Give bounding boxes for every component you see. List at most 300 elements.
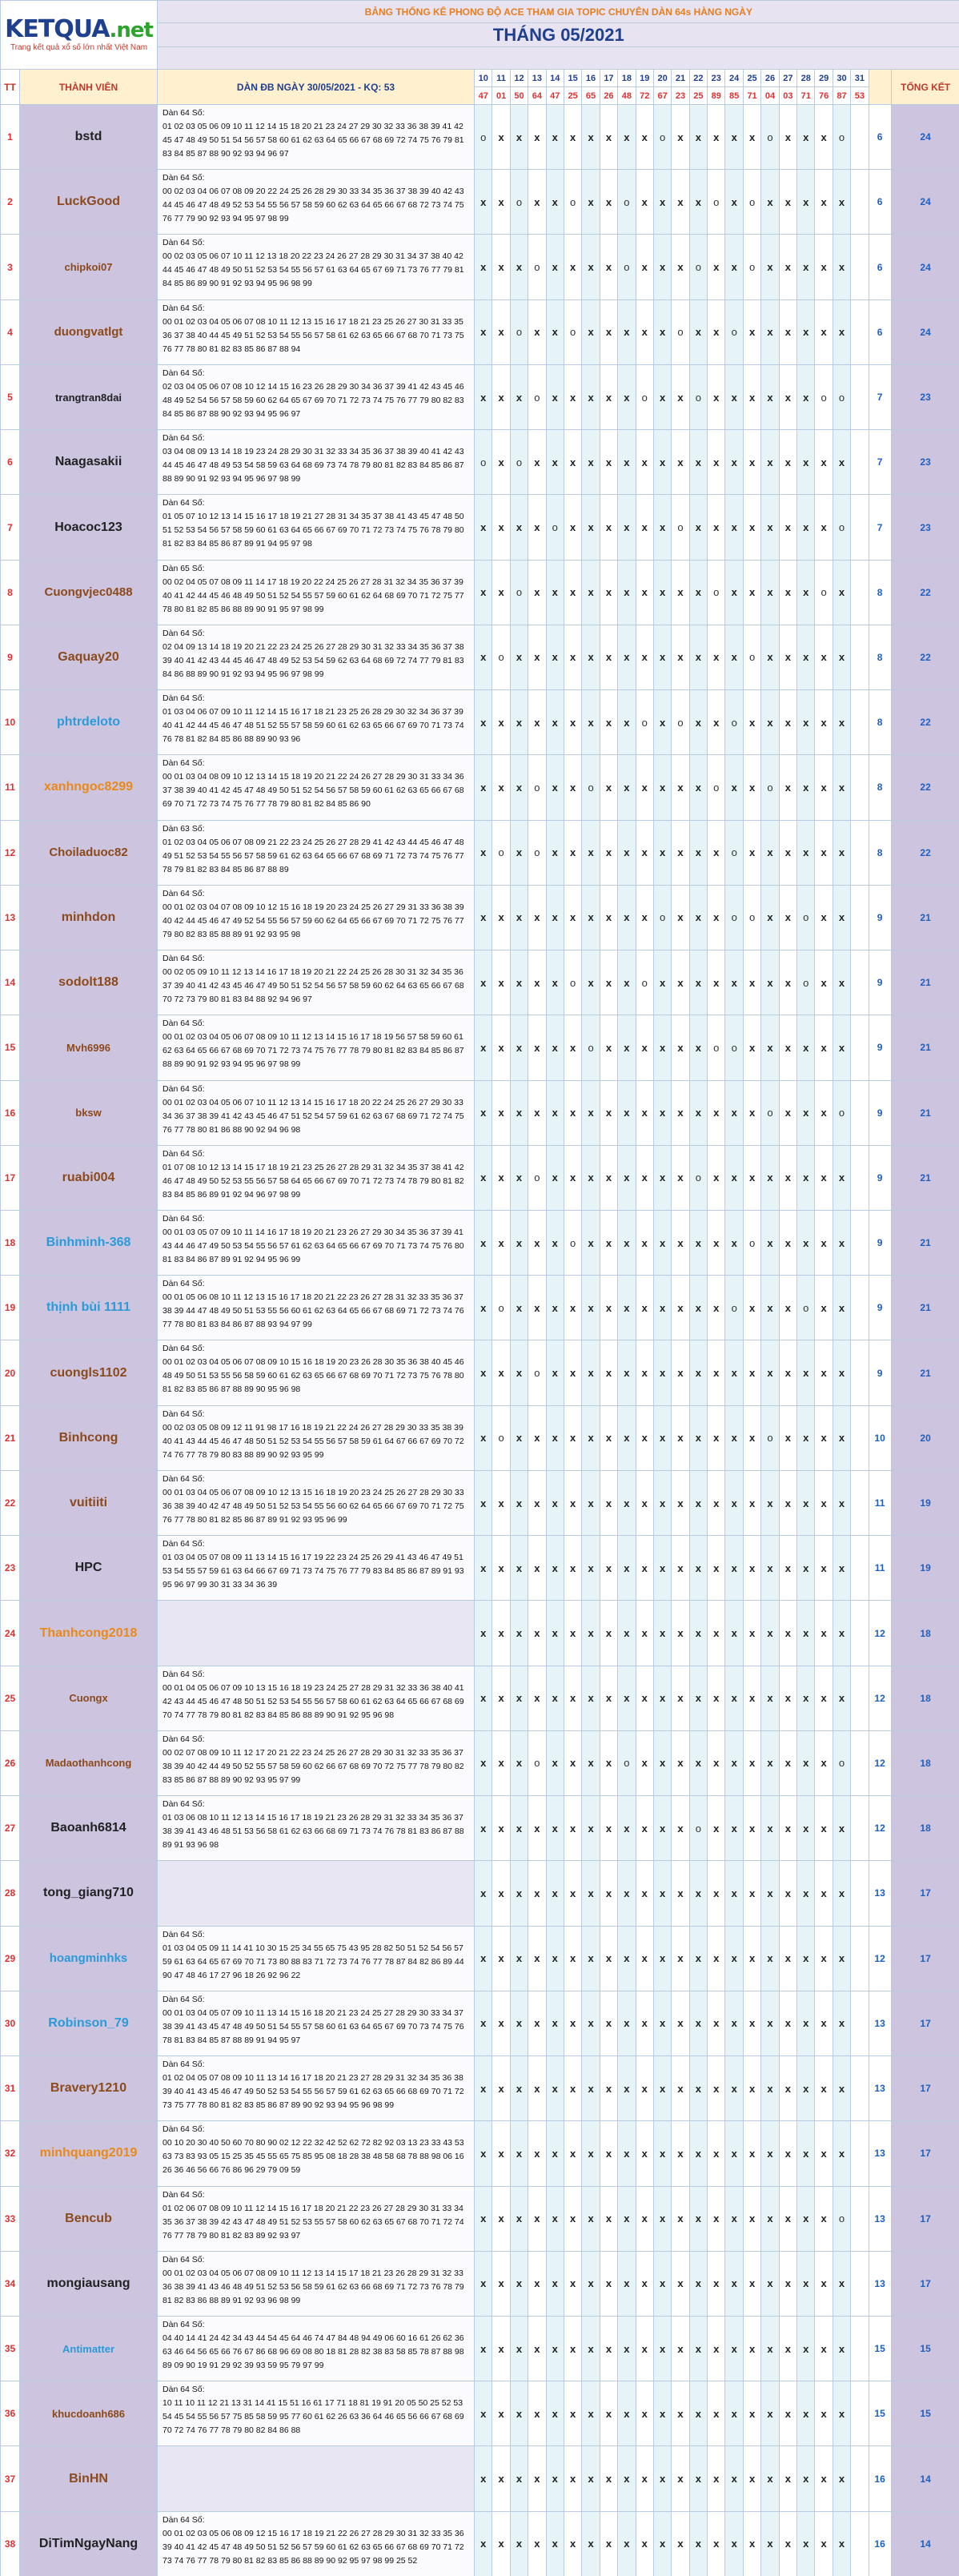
miss-mark: x [689, 299, 707, 364]
dan-cell [158, 1730, 475, 1795]
miss-mark: x [725, 1340, 743, 1405]
miss-mark: x [779, 430, 796, 495]
miss-mark: x [833, 299, 850, 364]
miss-mark: x [833, 1470, 850, 1535]
miss-mark: x [708, 1405, 725, 1470]
total-score: 18 [891, 1666, 959, 1730]
miss-mark: x [546, 1861, 564, 1926]
miss-mark: x [564, 1080, 581, 1145]
miss-mark: x [546, 1991, 564, 2056]
miss-mark: x [761, 1015, 779, 1080]
member-name[interactable]: tong_giang710 [20, 1861, 158, 1926]
hit-mark: o [528, 364, 546, 429]
member-name[interactable]: Thanhcong2018 [20, 1601, 158, 1666]
miss-mark: x [510, 1080, 528, 1145]
miss-mark: x [797, 495, 815, 560]
miss-mark: x [510, 1015, 528, 1080]
empty-mark [851, 1926, 869, 1991]
miss-mark: x [618, 885, 636, 950]
miss-mark: x [618, 1666, 636, 1730]
member-name[interactable]: Binhminh-368 [20, 1210, 158, 1275]
miss-mark: x [653, 1926, 671, 1991]
member-row [1, 105, 959, 170]
miss-mark: x [779, 1796, 796, 1861]
miss-mark: x [761, 2251, 779, 2316]
miss-mark: x [689, 820, 707, 885]
dan-cell [158, 2316, 475, 2381]
miss-mark: x [492, 235, 510, 299]
member-name[interactable]: Bencub [20, 2186, 158, 2251]
miss-mark: x [833, 2446, 850, 2511]
logo[interactable] [1, 1, 158, 70]
dan-cell [158, 1080, 475, 1145]
miss-mark: x [600, 690, 617, 755]
member-row [1, 170, 959, 235]
miss-mark: x [761, 495, 779, 560]
member-name[interactable]: cuongls1102 [20, 1340, 158, 1405]
miss-mark: x [833, 430, 850, 495]
member-name[interactable]: Naagasakii [20, 430, 158, 495]
row-index: 25 [1, 1666, 20, 1730]
miss-mark: x [708, 1210, 725, 1275]
miss-mark: x [600, 1730, 617, 1795]
member-row [1, 1405, 959, 1470]
miss-mark: x [475, 885, 492, 950]
dan-title: Dàn 65 Số: [163, 563, 205, 573]
result-header: 01 [492, 87, 510, 105]
miss-mark: x [492, 1666, 510, 1730]
miss-mark: x [797, 2316, 815, 2381]
result-header: 67 [653, 87, 671, 105]
miss-mark: x [653, 1666, 671, 1730]
miss-mark: x [689, 625, 707, 689]
miss-mark: x [833, 1666, 850, 1730]
miss-mark: x [636, 1861, 653, 1926]
miss-mark: x [761, 1861, 779, 1926]
miss-mark: x [475, 2251, 492, 2316]
miss-mark: x [636, 1991, 653, 2056]
miss-mark: x [689, 2511, 707, 2576]
dan-numbers: 01 07 08 10 12 13 14 15 17 18 19 21 23 25 26 27 28 29 31 32 34 35 37 38 41 42 46 47 48 49 50 52 53 55 56 57 58 64 65 66 67 69 70 71 72 73 74 78 79 80 81 82 83 84 85 86 89 91 92 94 96 97 98 99 [163, 1162, 464, 1200]
empty-mark [851, 1015, 869, 1080]
total-score: 24 [891, 105, 959, 170]
miss-mark: x [672, 820, 689, 885]
hit-mark: o [833, 1730, 850, 1795]
miss-mark: x [600, 1145, 617, 1210]
hit-mark: o [672, 299, 689, 364]
hit-mark: o [636, 364, 653, 429]
miss-mark: x [653, 560, 671, 625]
dan-numbers: 01 03 04 05 07 08 09 11 13 14 15 16 17 19 22 23 24 25 26 29 41 43 46 47 49 51 53 54 55 57 59 61 63 64 66 67 69 71 73 74 75 76 77 79 83 84 85 86 87 89 91 93 95 96 97 99 30 31 33 34 36 39 [163, 1553, 464, 1590]
miss-mark: x [761, 950, 779, 1015]
miss-mark: x [600, 235, 617, 299]
total-score: 21 [891, 1080, 959, 1145]
empty-mark [851, 2186, 869, 2251]
empty-mark [851, 1536, 869, 1601]
miss-mark: x [672, 2251, 689, 2316]
miss-mark: x [779, 1926, 796, 1991]
miss-mark: x [653, 1470, 671, 1535]
win-count: 13 [869, 2186, 891, 2251]
miss-mark: x [510, 1145, 528, 1210]
member-name[interactable]: Choiladuoc82 [20, 820, 158, 885]
dan-title: Dàn 64 Số: [163, 1669, 205, 1679]
dan-cell [158, 2381, 475, 2446]
total-score: 21 [891, 1276, 959, 1340]
dan-title: Dàn 64 Số: [163, 1083, 205, 1094]
miss-mark: x [582, 364, 600, 429]
total-score: 17 [891, 1861, 959, 1926]
miss-mark: x [475, 690, 492, 755]
dan-title: Dàn 64 Số: [163, 2060, 205, 2070]
member-name[interactable]: DiTimNgayNang [20, 2511, 158, 2576]
miss-mark: x [743, 1145, 760, 1210]
miss-mark: x [564, 820, 581, 885]
miss-mark: x [743, 690, 760, 755]
miss-mark: x [779, 1536, 796, 1601]
win-count: 16 [869, 2446, 891, 2511]
miss-mark: x [546, 1926, 564, 1991]
dan-numbers: 00 02 04 05 07 08 09 11 14 17 18 19 20 22 24 25 26 27 28 31 32 34 35 36 37 39 40 41 42 44 45 46 48 49 50 51 52 54 55 57 59 60 61 62 64 68 69 70 71 72 75 77 78 80 81 82 85 86 88 89 90 91 95 97 98 99 [163, 577, 464, 614]
win-count: 7 [869, 430, 891, 495]
miss-mark: x [528, 625, 546, 689]
miss-mark: x [636, 1276, 653, 1340]
miss-mark: x [582, 560, 600, 625]
member-name[interactable]: mongiausang [20, 2251, 158, 2316]
member-name[interactable]: xanhngoc8299 [20, 755, 158, 820]
miss-mark: x [582, 1861, 600, 1926]
miss-mark: x [779, 1861, 796, 1926]
miss-mark: x [815, 625, 833, 689]
miss-mark: x [779, 1470, 796, 1535]
member-row [1, 690, 959, 755]
member-name[interactable]: phtrdeloto [20, 690, 158, 755]
miss-mark: x [779, 105, 796, 170]
miss-mark: x [618, 2251, 636, 2316]
miss-mark: x [582, 2381, 600, 2446]
dan-title: Dàn 64 Số: [163, 173, 205, 183]
miss-mark: x [618, 495, 636, 560]
result-header: 26 [600, 87, 617, 105]
miss-mark: x [546, 1080, 564, 1145]
member-name[interactable]: minhquang2019 [20, 2121, 158, 2186]
member-name[interactable]: chipkoi07 [20, 235, 158, 299]
miss-mark: x [743, 1405, 760, 1470]
dan-title: Dàn 64 Số: [163, 693, 205, 704]
miss-mark: x [653, 2121, 671, 2186]
member-name[interactable]: vuitiiti [20, 1470, 158, 1535]
row-index: 5 [1, 364, 20, 429]
empty-mark [851, 2511, 869, 2576]
member-name[interactable]: HPC [20, 1536, 158, 1601]
miss-mark: x [528, 1210, 546, 1275]
member-row [1, 755, 959, 820]
win-count: 15 [869, 2316, 891, 2381]
miss-mark: x [564, 1926, 581, 1991]
member-name[interactable]: Hoacoc123 [20, 495, 158, 560]
miss-mark: x [492, 105, 510, 170]
miss-mark: x [475, 2186, 492, 2251]
member-name[interactable]: duongvatlgt [20, 299, 158, 364]
miss-mark: x [815, 2186, 833, 2251]
miss-mark: x [600, 2056, 617, 2121]
miss-mark: x [564, 755, 581, 820]
hit-mark: o [492, 820, 510, 885]
miss-mark: x [653, 170, 671, 235]
member-name[interactable]: hoangminhks [20, 1926, 158, 1991]
member-name[interactable]: trangtran8dai [20, 364, 158, 429]
day-header: 24 [725, 70, 743, 87]
miss-mark: x [653, 2511, 671, 2576]
total-score: 15 [891, 2316, 959, 2381]
win-count: 9 [869, 950, 891, 1015]
miss-mark: x [618, 1991, 636, 2056]
miss-mark: x [475, 235, 492, 299]
dan-title: Dàn 64 Số: [163, 1019, 205, 1029]
dan-title: Dàn 64 Số: [163, 303, 205, 313]
miss-mark: x [492, 2511, 510, 2576]
header-wins [869, 70, 891, 105]
member-name[interactable]: bstd [20, 105, 158, 170]
miss-mark: x [797, 690, 815, 755]
miss-mark: x [510, 1276, 528, 1340]
miss-mark: x [797, 2056, 815, 2121]
miss-mark: x [546, 364, 564, 429]
miss-mark: x [779, 1340, 796, 1405]
miss-mark: x [564, 1470, 581, 1535]
empty-mark [851, 1276, 869, 1340]
miss-mark: x [636, 105, 653, 170]
miss-mark: x [743, 495, 760, 560]
miss-mark: x [743, 2511, 760, 2576]
member-name[interactable]: Mvh6996 [20, 1015, 158, 1080]
miss-mark: x [708, 235, 725, 299]
member-name[interactable]: Binhcong [20, 1405, 158, 1470]
miss-mark: x [833, 1015, 850, 1080]
miss-mark: x [708, 1861, 725, 1926]
hit-mark: o [815, 560, 833, 625]
miss-mark: x [618, 1861, 636, 1926]
miss-mark: x [761, 1601, 779, 1666]
miss-mark: x [672, 2511, 689, 2576]
miss-mark: x [815, 1276, 833, 1340]
dan-numbers: 00 02 03 04 06 07 08 09 20 22 24 25 26 28 29 30 33 34 35 36 37 38 39 40 42 43 44 45 46 47 48 49 52 53 54 55 56 57 58 59 60 62 63 64 65 66 67 68 72 73 74 75 76 77 79 90 92 93 94 95 97 98 99 [163, 187, 464, 224]
result-header: 04 [761, 87, 779, 105]
miss-mark: x [761, 560, 779, 625]
miss-mark: x [797, 2511, 815, 2576]
empty-mark [851, 1145, 869, 1210]
row-index: 38 [1, 2511, 20, 2576]
miss-mark: x [797, 820, 815, 885]
miss-mark: x [743, 1080, 760, 1145]
member-row [1, 364, 959, 429]
hit-mark: o [636, 690, 653, 755]
win-count: 8 [869, 690, 891, 755]
miss-mark: x [582, 170, 600, 235]
member-name[interactable]: Baoanh6814 [20, 1796, 158, 1861]
miss-mark: x [546, 1536, 564, 1601]
miss-mark: x [564, 1991, 581, 2056]
member-name[interactable]: Cuongvjec0488 [20, 560, 158, 625]
miss-mark: x [672, 2186, 689, 2251]
miss-mark: x [546, 1796, 564, 1861]
miss-mark: x [618, 2121, 636, 2186]
miss-mark: x [600, 430, 617, 495]
dan-title: Dàn 64 Số: [163, 2385, 205, 2395]
miss-mark: x [761, 1145, 779, 1210]
miss-mark: x [653, 1796, 671, 1861]
day-header: 21 [672, 70, 689, 87]
miss-mark: x [618, 625, 636, 689]
miss-mark: x [708, 364, 725, 429]
row-index: 6 [1, 430, 20, 495]
member-name[interactable]: Bravery1210 [20, 2056, 158, 2121]
member-name[interactable]: Gaquay20 [20, 625, 158, 689]
miss-mark: x [815, 1926, 833, 1991]
member-name[interactable]: thịnh bùi 1111 [20, 1276, 158, 1340]
miss-mark: x [761, 1276, 779, 1340]
row-index: 23 [1, 1536, 20, 1601]
member-name[interactable]: Madaothanhcong [20, 1730, 158, 1795]
miss-mark: x [492, 1991, 510, 2056]
miss-mark: x [636, 1340, 653, 1405]
miss-mark: x [618, 1601, 636, 1666]
day-header: 10 [475, 70, 492, 87]
total-score: 22 [891, 625, 959, 689]
miss-mark: x [636, 235, 653, 299]
miss-mark: x [815, 2446, 833, 2511]
hit-mark: o [492, 1276, 510, 1340]
miss-mark: x [815, 1080, 833, 1145]
member-name[interactable]: LuckGood [20, 170, 158, 235]
miss-mark: x [779, 2446, 796, 2511]
miss-mark: x [492, 690, 510, 755]
miss-mark: x [761, 2121, 779, 2186]
miss-mark: x [689, 2316, 707, 2381]
miss-mark: x [492, 2251, 510, 2316]
member-name[interactable]: khucdoanh686 [20, 2381, 158, 2446]
member-name[interactable]: BinHN [20, 2446, 158, 2511]
miss-mark: x [779, 2511, 796, 2576]
miss-mark: x [797, 1470, 815, 1535]
miss-mark: x [475, 1470, 492, 1535]
dan-cell [158, 1861, 475, 1926]
miss-mark: x [636, 2381, 653, 2446]
member-row [1, 1536, 959, 1601]
dan-numbers: 00 01 04 05 06 07 09 10 13 15 16 18 19 23 24 25 27 28 29 31 32 33 36 38 40 41 42 43 44 45 46 47 48 50 51 52 53 54 55 56 57 58 60 61 62 63 64 65 66 67 68 69 70 74 77 78 79 80 81 82 83 84 85 86 88 89 90 91 92 95 96 98 [163, 1682, 464, 1720]
dan-title: Dàn 63 Số: [163, 823, 205, 834]
miss-mark: x [689, 1276, 707, 1340]
miss-mark: x [492, 1926, 510, 1991]
miss-mark: x [743, 2251, 760, 2316]
member-name[interactable]: sodolt188 [20, 950, 158, 1015]
row-index: 29 [1, 1926, 20, 1991]
miss-mark: x [833, 1536, 850, 1601]
member-name[interactable]: Cuongx [20, 1666, 158, 1730]
miss-mark: x [815, 1340, 833, 1405]
member-name[interactable]: Antimatter [20, 2316, 158, 2381]
empty-mark [851, 1991, 869, 2056]
miss-mark: x [708, 820, 725, 885]
empty-mark [851, 1405, 869, 1470]
dan-numbers: 01 03 04 05 09 11 14 41 10 30 15 25 34 55 65 75 43 95 28 82 50 51 52 54 56 57 59 61 63 64 65 67 69 70 71 73 80 88 83 71 72 73 74 76 77 78 87 84 82 86 89 44 90 47 48 46 17 27 96 18 26 92 96 22 [163, 1943, 464, 1980]
miss-mark: x [779, 2316, 796, 2381]
dan-numbers: 00 01 05 06 08 10 11 12 13 15 16 17 18 20 21 22 23 26 27 28 31 32 33 35 36 37 38 39 44 47 48 49 50 51 53 55 56 60 61 62 63 64 65 66 67 68 69 71 72 73 74 76 77 78 80 81 83 84 86 87 88 93 94 97 99 [163, 1292, 464, 1330]
hit-mark: o [815, 364, 833, 429]
miss-mark: x [797, 2446, 815, 2511]
result-header: 85 [725, 87, 743, 105]
miss-mark: x [815, 885, 833, 950]
miss-mark: x [833, 2251, 850, 2316]
miss-mark: x [708, 1276, 725, 1340]
miss-mark: x [510, 105, 528, 170]
miss-mark: x [689, 1926, 707, 1991]
member-name[interactable]: bksw [20, 1080, 158, 1145]
miss-mark: x [833, 1796, 850, 1861]
miss-mark: x [600, 2121, 617, 2186]
miss-mark: x [618, 364, 636, 429]
member-name[interactable]: Robinson_79 [20, 1991, 158, 2056]
total-score: 17 [891, 2056, 959, 2121]
dan-cell [158, 1536, 475, 1601]
total-score: 17 [891, 1991, 959, 2056]
member-row [1, 2251, 959, 2316]
empty-mark [851, 885, 869, 950]
miss-mark: x [761, 820, 779, 885]
row-index: 28 [1, 1861, 20, 1926]
miss-mark: x [815, 690, 833, 755]
miss-mark: x [815, 105, 833, 170]
win-count: 13 [869, 1861, 891, 1926]
miss-mark: x [779, 2121, 796, 2186]
miss-mark: x [582, 2251, 600, 2316]
total-score: 21 [891, 1145, 959, 1210]
empty-mark [851, 690, 869, 755]
miss-mark: x [689, 1730, 707, 1795]
miss-mark: x [833, 755, 850, 820]
miss-mark: x [672, 235, 689, 299]
miss-mark: x [582, 1991, 600, 2056]
miss-mark: x [618, 2446, 636, 2511]
miss-mark: x [528, 1796, 546, 1861]
miss-mark: x [546, 1210, 564, 1275]
win-count: 15 [869, 2381, 891, 2446]
win-count: 12 [869, 1666, 891, 1730]
miss-mark: x [582, 2121, 600, 2186]
member-name[interactable]: minhdon [20, 885, 158, 950]
miss-mark: x [743, 1796, 760, 1861]
row-index: 3 [1, 235, 20, 299]
miss-mark: x [672, 1926, 689, 1991]
miss-mark: x [653, 1601, 671, 1666]
miss-mark: x [636, 1210, 653, 1275]
miss-mark: x [636, 299, 653, 364]
miss-mark: x [636, 430, 653, 495]
hit-mark: o [689, 1145, 707, 1210]
miss-mark: x [815, 1861, 833, 1926]
miss-mark: x [475, 625, 492, 689]
miss-mark: x [833, 2381, 850, 2446]
miss-mark: x [546, 1470, 564, 1535]
miss-mark: x [618, 430, 636, 495]
dan-title: Dàn 64 Số: [163, 1344, 205, 1354]
miss-mark: x [743, 1536, 760, 1601]
member-name[interactable]: ruabi004 [20, 1145, 158, 1210]
miss-mark: x [636, 2511, 653, 2576]
member-row [1, 820, 959, 885]
hit-mark: o [797, 950, 815, 1015]
hit-mark: o [510, 430, 528, 495]
